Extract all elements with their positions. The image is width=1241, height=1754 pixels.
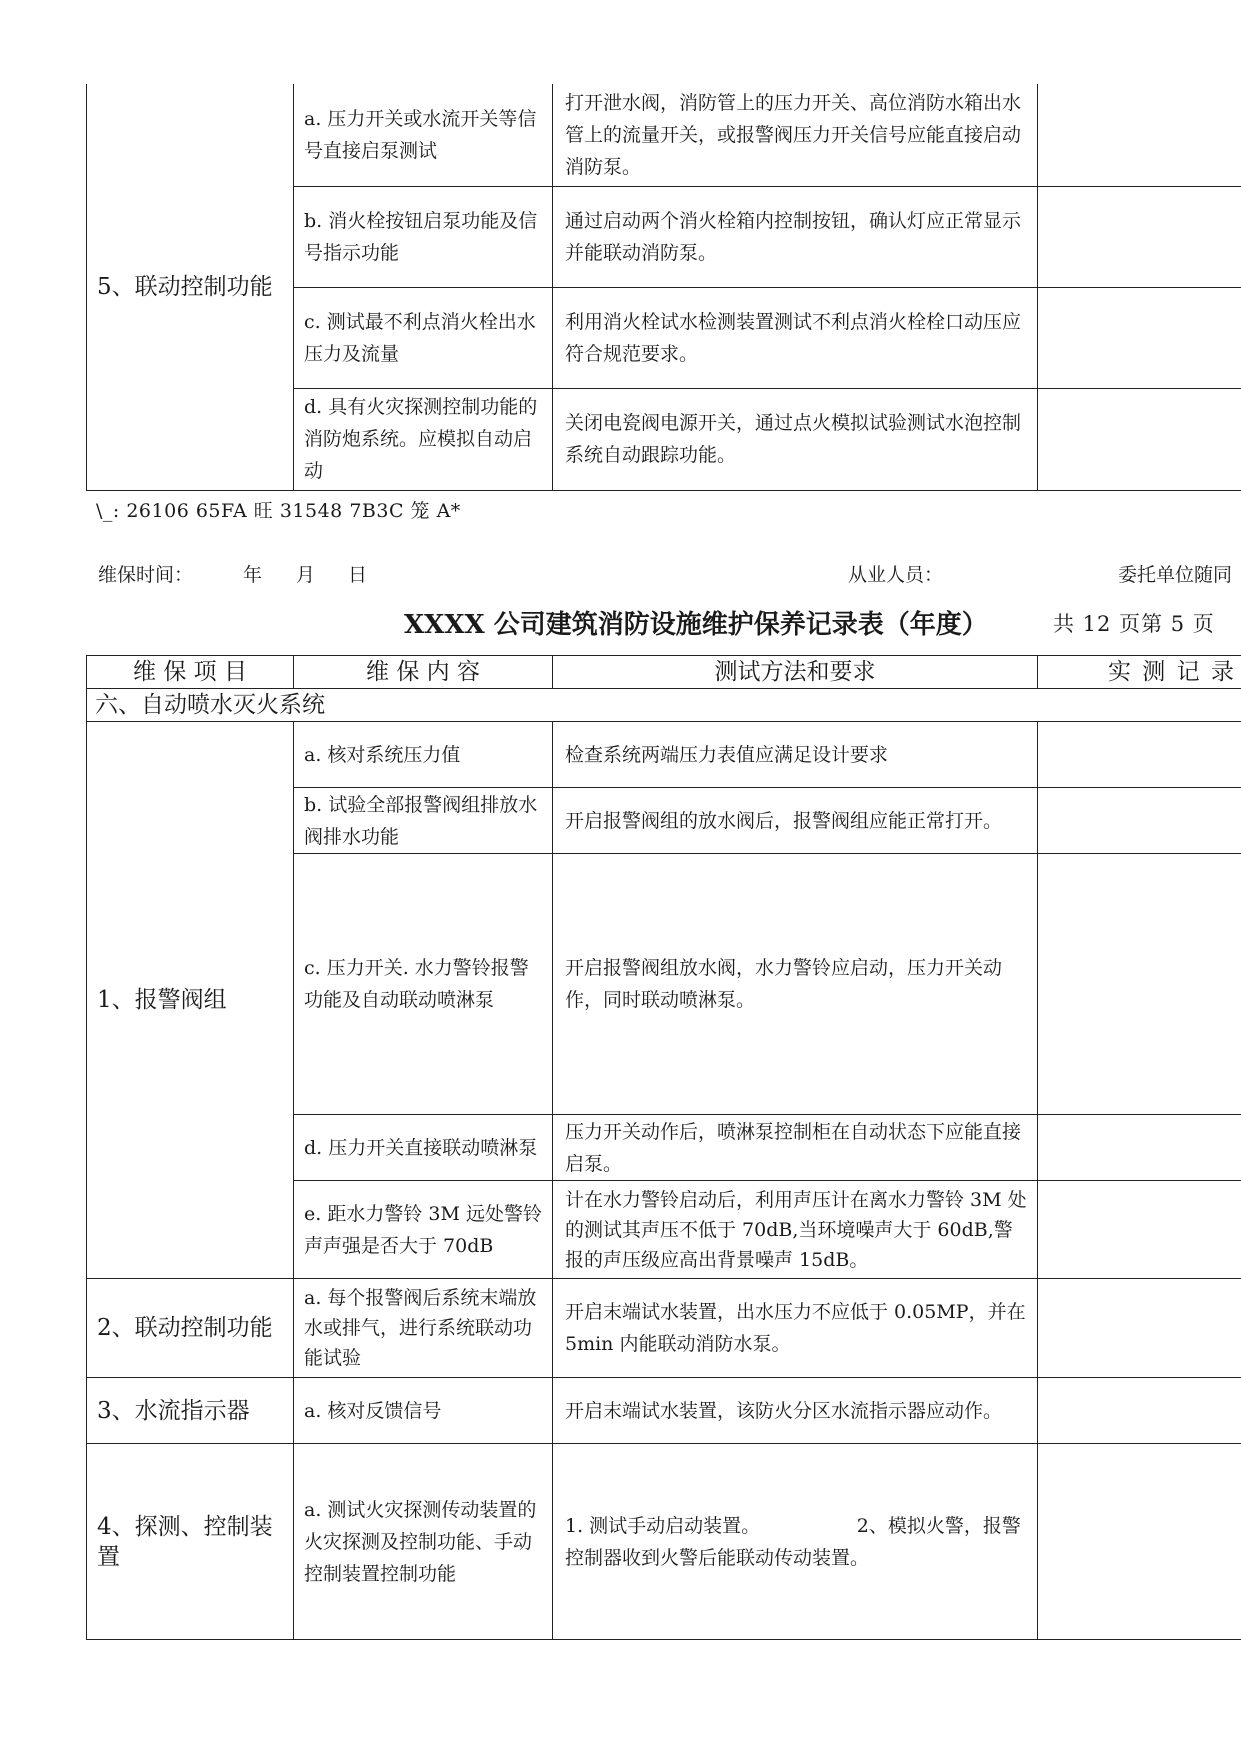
page-info: 共 12 页第 5 页 <box>1053 612 1215 636</box>
record-cell <box>1038 1181 1241 1279</box>
content-cell: b. 试验全部报警阀组排放水阀排水功能 <box>294 788 553 854</box>
item-cell: 2、联动控制功能 <box>87 1279 294 1378</box>
garbled-text-line: \_: 26106 65FA 旺 31548 7B3C 笼 A* <box>96 500 461 522</box>
year-label: 年 <box>243 564 263 586</box>
content-cell: a. 每个报警阀后系统末端放水或排气，进行系统联动功能试验 <box>294 1279 553 1378</box>
content-cell: e. 距水力警铃 3M 远处警铃声声强是否大于 70dB <box>294 1181 553 1279</box>
content-cell: a. 测试火灾探测传动装置的火灾探测及控制功能、手动控制装置控制功能 <box>294 1444 553 1640</box>
record-cell <box>1038 84 1241 186</box>
month-label: 月 <box>296 564 316 586</box>
method-cell: 1. 测试手动启动装置。 2、模拟火警，报警控制器收到火警后能联动传动装置。 <box>553 1444 1038 1640</box>
top-continuation-table <box>86 84 1241 491</box>
content-cell: a. 核对系统压力值 <box>294 722 553 788</box>
day-label: 日 <box>348 564 368 586</box>
client-label: 委托单位随同 <box>1118 564 1233 586</box>
record-cell <box>1038 186 1241 287</box>
content-cell: c. 测试最不利点消火栓出水压力及流量 <box>294 287 553 388</box>
table-header-row <box>87 656 1241 689</box>
method-cell: 利用消火栓试水检测装置测试不利点消火栓栓口动压应符合规范要求。 <box>553 287 1038 388</box>
record-cell <box>1038 722 1241 788</box>
table-row <box>87 1378 1241 1444</box>
header-method: 测试方法和要求 <box>553 656 1038 689</box>
page-title: XXXX 公司建筑消防设施维护保养记录表（年度） <box>404 610 988 640</box>
staff-label: 从业人员： <box>848 564 944 586</box>
content-cell: a. 核对反馈信号 <box>294 1378 553 1444</box>
content-cell: a. 压力开关或水流开关等信号直接启泵测试 <box>294 84 553 186</box>
content-cell: c. 压力开关. 水力警铃报警功能及自动联动喷淋泵 <box>294 854 553 1115</box>
section-title: 六、自动喷水灭火系统 <box>87 689 1241 722</box>
section-row <box>87 689 1241 722</box>
method-cell: 检查系统两端压力表值应满足设计要求 <box>553 722 1038 788</box>
header-content: 维 保 内 容 <box>294 656 553 689</box>
method-cell: 计在水力警铃启动后，利用声压计在离水力警铃 3M 处的测试其声压不低于 70dB,当环境噪声大于 60dB,警报的声压级应高出背景噪声 15dB。 <box>553 1181 1038 1279</box>
content-cell: d. 压力开关直接联动喷淋泵 <box>294 1115 553 1181</box>
content-cell: d. 具有火灾探测控制功能的消防炮系统。应模拟自动启动 <box>294 388 553 490</box>
item-cell: 3、水流指示器 <box>87 1378 294 1444</box>
record-cell <box>1038 1378 1241 1444</box>
record-cell <box>1038 1279 1241 1378</box>
method-cell: 关闭电瓷阀电源开关，通过点火模拟试验测试水泡控制系统自动跟踪功能。 <box>553 388 1038 490</box>
method-cell: 开启报警阀组的放水阀后，报警阀组应能正常打开。 <box>553 788 1038 854</box>
table-row <box>87 1444 1241 1640</box>
method-cell: 打开泄水阀，消防管上的压力开关、高位消防水箱出水管上的流量开关，或报警阀压力开关信号应能直接启动消防泵。 <box>553 84 1038 186</box>
record-cell <box>1038 388 1241 490</box>
item-cell: 1、报警阀组 <box>87 722 294 1279</box>
item-cell: 5、联动控制功能 <box>87 84 294 490</box>
record-cell <box>1038 788 1241 854</box>
table-row <box>87 1279 1241 1378</box>
method-cell: 开启末端试水装置，该防火分区水流指示器应动作。 <box>553 1378 1038 1444</box>
item-cell: 4、探测、控制装置 <box>87 1444 294 1640</box>
record-cell <box>1038 1115 1241 1181</box>
record-cell <box>1038 1444 1241 1640</box>
method-cell: 开启末端试水装置，出水压力不应低于 0.05MP，并在 5min 内能联动消防水泵。 <box>553 1279 1038 1378</box>
maintenance-time-label: 维保时间： <box>98 564 194 586</box>
header-record: 实 测 记 录 <box>1038 656 1241 689</box>
method-cell: 压力开关动作后，喷淋泵控制柜在自动状态下应能直接启泵。 <box>553 1115 1038 1181</box>
method-cell: 开启报警阀组放水阀，水力警铃应启动，压力开关动作，同时联动喷淋泵。 <box>553 854 1038 1115</box>
header-item: 维 保 项 目 <box>87 656 294 689</box>
record-cell <box>1038 854 1241 1115</box>
table-row <box>87 722 1241 788</box>
method-cell: 通过启动两个消火栓箱内控制按钮，确认灯应正常显示并能联动消防泵。 <box>553 186 1038 287</box>
maintenance-record-table <box>86 655 1241 1640</box>
content-cell: b. 消火栓按钮启泵功能及信号指示功能 <box>294 186 553 287</box>
record-cell <box>1038 287 1241 388</box>
